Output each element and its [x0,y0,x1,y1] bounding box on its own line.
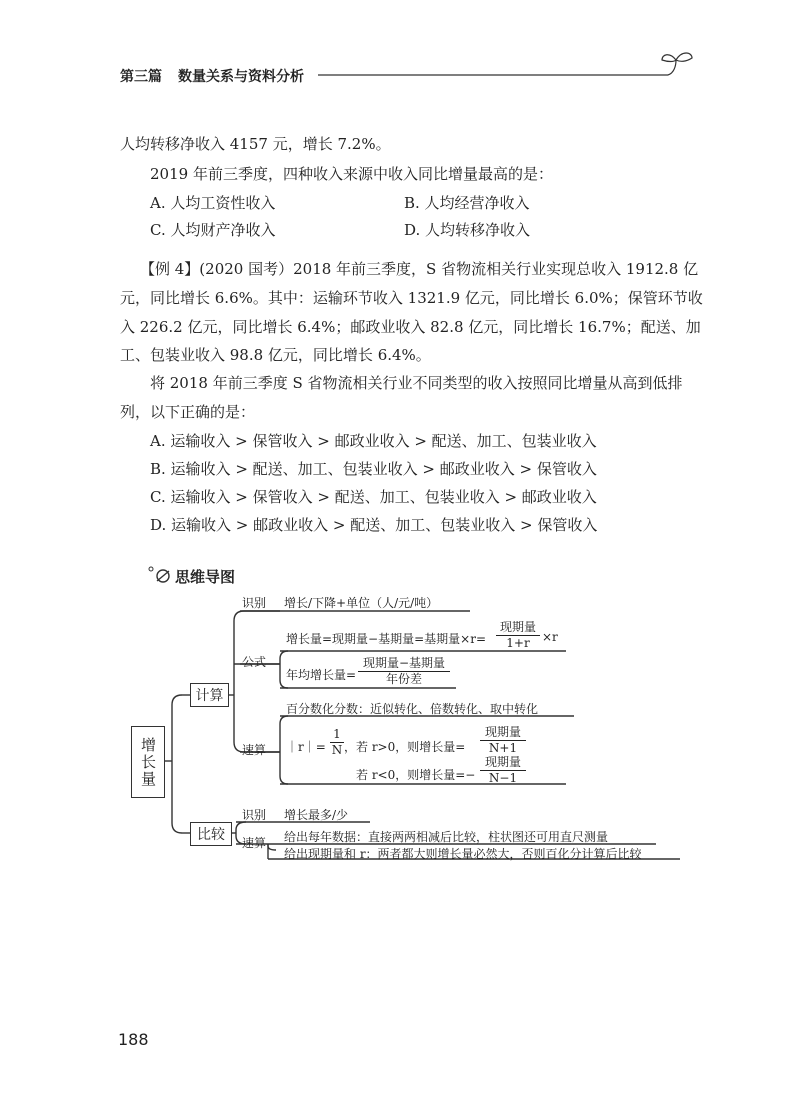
label-quick: 速算 [242,743,267,757]
q1-option-a: A. 人均工资性收入 [150,194,276,212]
cmp-quick-2: 给出现期量和 r：两者都大则增长量必然大，否则百化分计算后比较 [284,847,642,861]
label-identify: 识别 [242,596,267,610]
annual-numerator: 现期量−基期量 [358,656,450,672]
q2-line-3: 入 226.2 亿元，同比增长 6.4%；邮政业收入 82.8 亿元，同比增长 16.7%；配送、加 [120,318,701,336]
frac-numerator: 现期量 [496,620,540,636]
neg-denominator: N−1 [488,771,518,785]
q1-continuation: 人均转移净收入 4157 元，增长 7.2%。 [120,135,391,153]
n-denominator: N [331,743,343,757]
growth-formula: 增长量=现期量−基期量=基期量×r= [286,632,487,646]
q1-option-b: B. 人均经营净收入 [404,194,530,212]
q1-option-d: D. 人均转移净收入 [404,221,531,239]
fraction-current-over-1r [496,620,540,651]
pos-numerator: 现期量 [480,725,526,741]
times-r: ×r [542,630,558,644]
fraction-neg [480,755,526,786]
q2-option-b: B. 运输收入 > 配送、加工、包装业收入 > 邮政业收入 > 保管收入 [150,460,597,478]
root-node: 增长量 [131,726,165,798]
q2-line-4: 工、包装业收入 98.8 亿元，同比增长 6.4%。 [120,346,431,364]
header-title: 数量关系与资料分析 [178,69,304,85]
fraction-1-over-n [330,727,344,758]
node-calc: 计算 [190,683,229,707]
annual-denominator: 年份差 [385,672,422,686]
quick-line-1: 百分数化分数：近似转化、倍数转化、取中转化 [286,702,539,716]
if-positive: ，若 r>0，则增长量= [344,740,466,754]
page-number: 188 [118,1030,149,1049]
annual-growth-label: 年均增长量= [286,668,357,682]
frac-denominator: 1+r [506,636,530,650]
q2-question-1: 将 2018 年前三季度 S 省物流相关行业不同类型的收入按照同比增量从高到低排 [150,374,683,392]
header-part: 第三篇 [120,69,162,85]
q1-option-c: C. 人均财产净收入 [150,221,276,239]
q2-line-2: 元，同比增长 6.6%。其中：运输环节收入 1321.9 亿元，同比增长 6.0%；保管环节收 [120,289,703,307]
q1-question: 2019 年前三季度，四种收入来源中收入同比增量最高的是： [150,165,553,183]
cmp-quick-1: 给出每年数据：直接两两相减后比较，柱状图还可用直尺测量 [284,830,609,844]
cmp-identify-text: 增长最多/少 [284,808,349,822]
fraction-annual [358,656,450,687]
neg-numerator: 现期量 [480,755,526,771]
node-compare: 比较 [190,822,232,846]
q2-option-a: A. 运输收入 > 保管收入 > 邮政业收入 > 配送、加工、包装业收入 [150,432,597,450]
cmp-label-quick: 速算 [242,836,267,850]
cmp-label-identify: 识别 [242,808,267,822]
mindmap-title: 思维导图 [175,568,236,586]
q2-line-1: 【例 4】(2020 国考）2018 年前三季度，S 省物流相关行业实现总收入 1912.8 亿 [140,260,699,278]
label-formula: 公式 [242,655,267,669]
one-numerator: 1 [330,727,344,743]
identify-text: 增长/下降+单位（人/元/吨） [284,596,439,610]
if-negative: 若 r<0，则增长量=− [356,768,476,782]
q2-option-c: C. 运输收入 > 保管收入 > 配送、加工、包装业收入 > 邮政业收入 [150,488,597,506]
q2-question-2: 列，以下正确的是： [120,403,256,421]
pos-denominator: N+1 [488,741,518,755]
abs-r: ｜r｜= [286,740,326,754]
fraction-pos [480,725,526,756]
q2-option-d: D. 运输收入 > 邮政业收入 > 配送、加工、包装业收入 > 保管收入 [150,516,598,534]
